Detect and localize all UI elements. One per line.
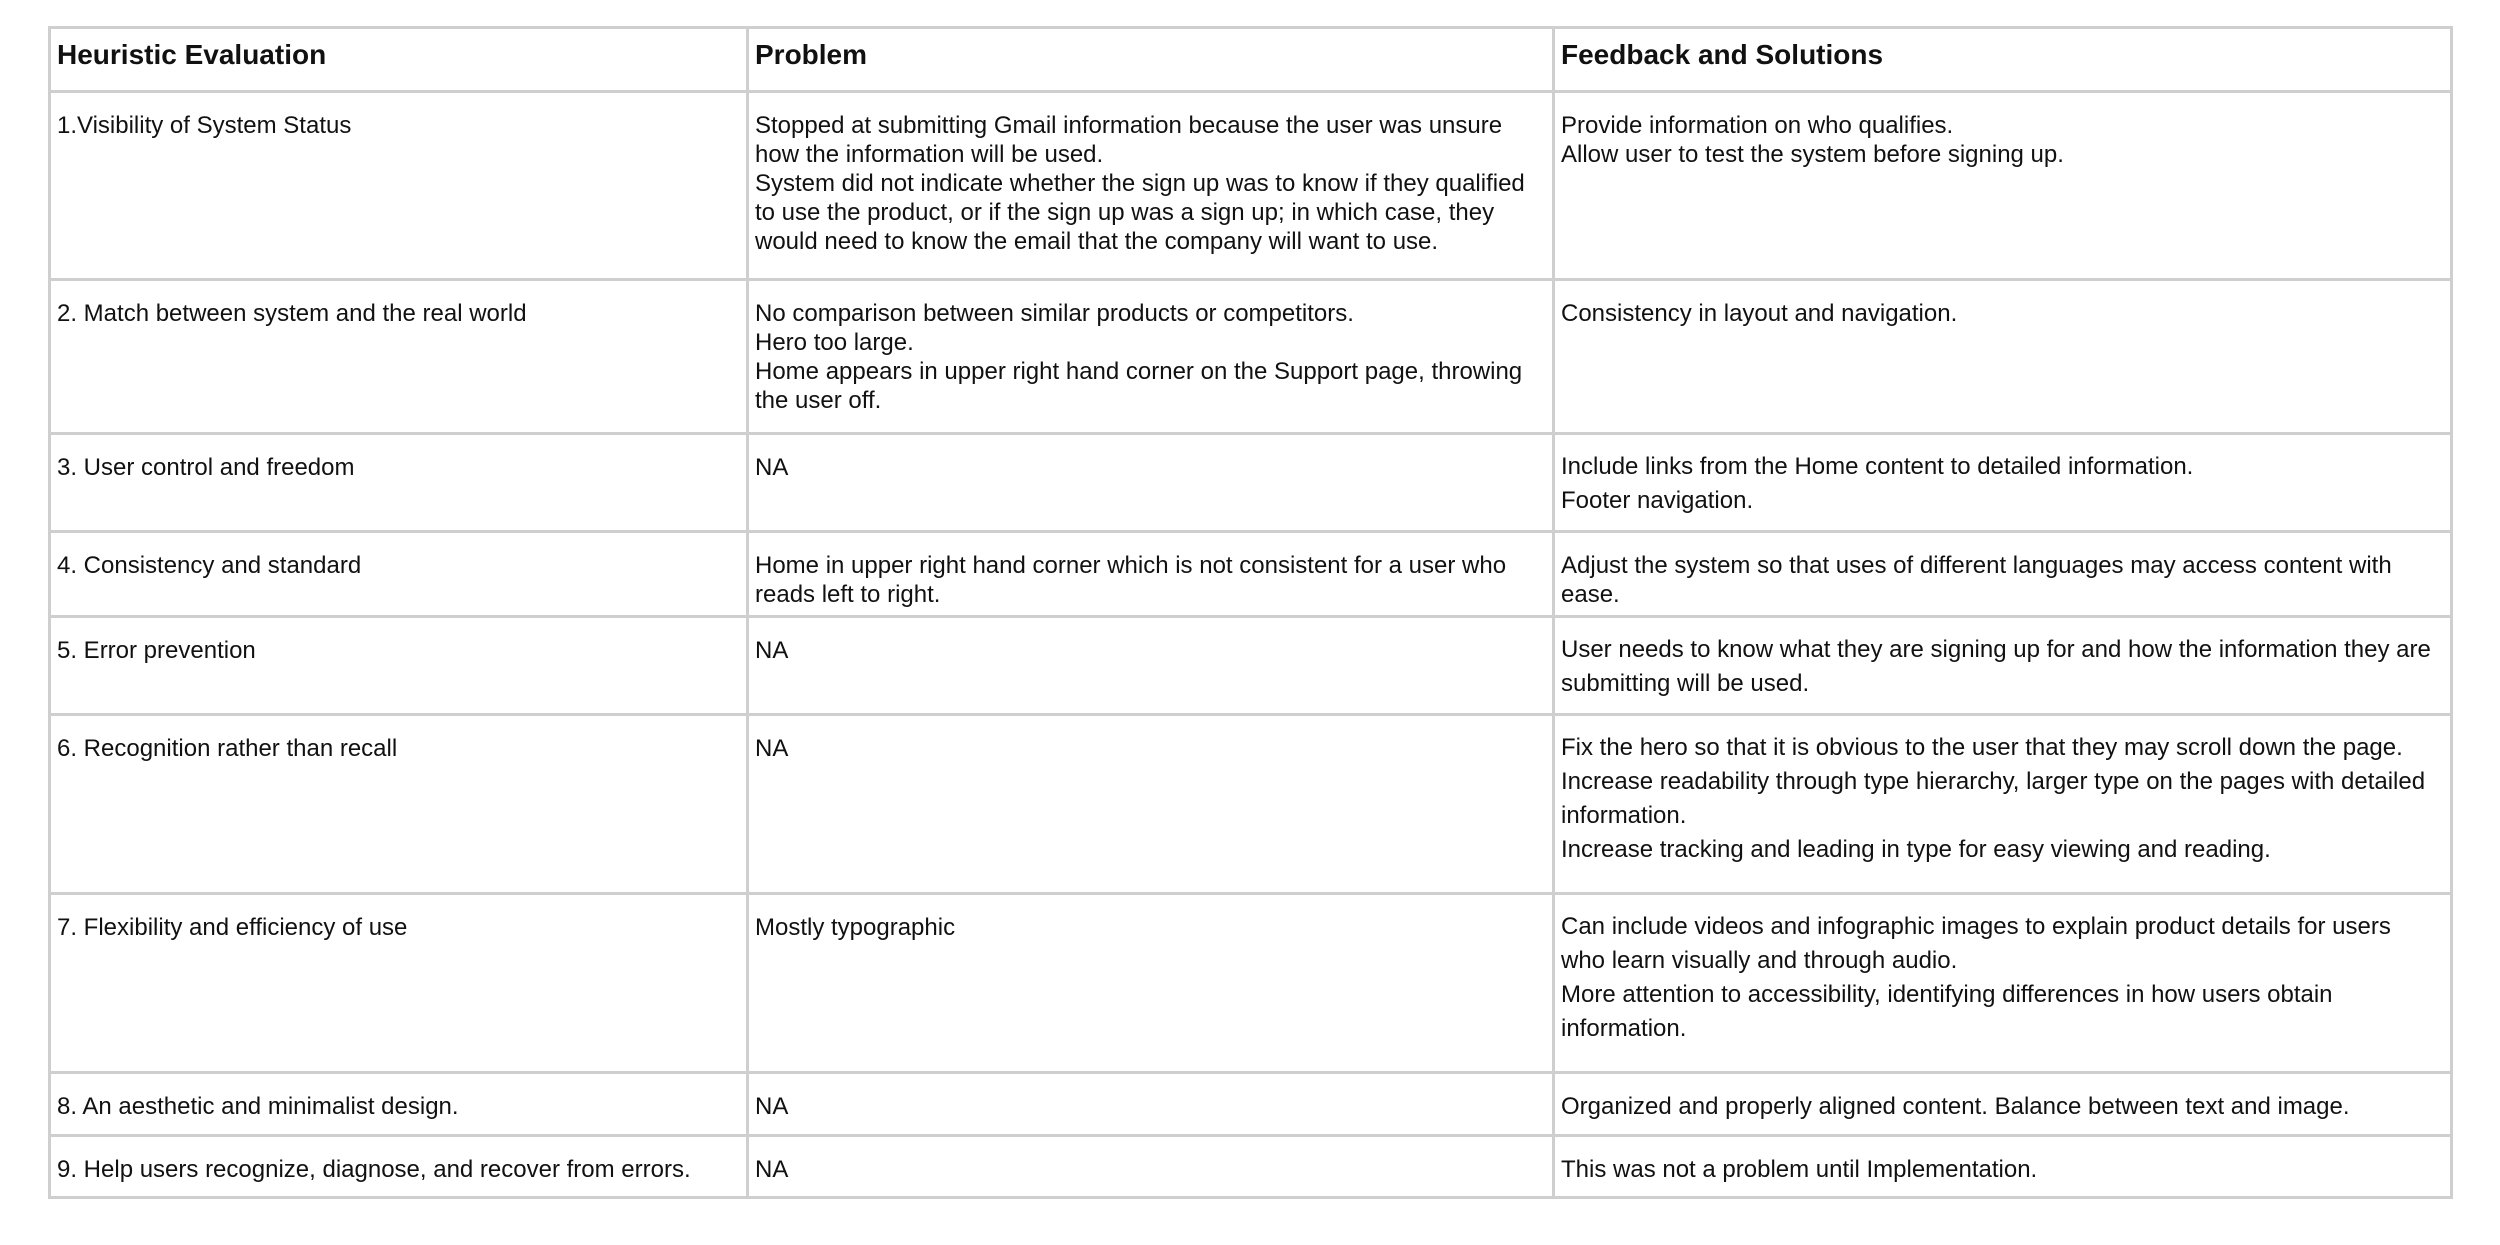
feedback-cell bbox=[1554, 434, 2452, 532]
feedback-line: Adjust the system so that uses of different languages may access content with bbox=[1561, 552, 2392, 579]
feedback-line: Consistency in layout and navigation. bbox=[1561, 300, 1958, 327]
heuristic-cell: 6. Recognition rather than recall bbox=[50, 715, 748, 894]
problem-line: how the information will be used. bbox=[755, 141, 1104, 168]
problem-line: would need to know the email that the company will want to use. bbox=[755, 228, 1439, 255]
feedback-line: Include links from the Home content to detailed information. bbox=[1561, 453, 2194, 480]
feedback-line: who learn visually and through audio. bbox=[1561, 947, 1958, 974]
feedback-cell bbox=[1554, 894, 2452, 1073]
feedback-line: Organized and properly aligned content. Balance between text and image. bbox=[1561, 1093, 2350, 1120]
table-row bbox=[50, 715, 2452, 894]
heuristic-evaluation-table bbox=[48, 26, 2453, 1199]
feedback-line: Fix the hero so that it is obvious to the user that they may scroll down the page. bbox=[1561, 734, 2403, 761]
problem-line: the user off. bbox=[755, 387, 882, 414]
problem-line: Home appears in upper right hand corner on the Support page, throwing bbox=[755, 358, 1523, 385]
feedback-line: More attention to accessibility, identifying differences in how users obtain bbox=[1561, 981, 2333, 1008]
problem-cell bbox=[748, 92, 1554, 280]
feedback-line: Increase readability through type hierarchy, larger type on the pages with detailed bbox=[1561, 768, 2426, 795]
feedback-cell bbox=[1554, 1136, 2452, 1198]
table-header-row bbox=[50, 28, 2452, 92]
problem-line: NA bbox=[755, 1156, 789, 1183]
table-row bbox=[50, 532, 2452, 617]
problem-line: NA bbox=[755, 1093, 789, 1120]
heuristic-cell: 2. Match between system and the real world bbox=[50, 280, 748, 434]
heuristic-cell: 9. Help users recognize, diagnose, and recover from errors. bbox=[50, 1136, 748, 1198]
table-row bbox=[50, 894, 2452, 1073]
problem-cell bbox=[748, 532, 1554, 617]
feedback-cell bbox=[1554, 1073, 2452, 1136]
feedback-line: User needs to know what they are signing up for and how the information they are bbox=[1561, 636, 2431, 663]
table-row bbox=[50, 1136, 2452, 1198]
problem-line: Home in upper right hand corner which is not consistent for a user who bbox=[755, 552, 1507, 579]
problem-cell bbox=[748, 1073, 1554, 1136]
header-problem: Problem bbox=[748, 28, 1554, 92]
heuristic-cell: 7. Flexibility and efficiency of use bbox=[50, 894, 748, 1073]
feedback-line: Increase tracking and leading in type for easy viewing and reading. bbox=[1561, 836, 2271, 863]
table-row bbox=[50, 280, 2452, 434]
heuristic-cell: 1.Visibility of System Status bbox=[50, 92, 748, 280]
problem-line: NA bbox=[755, 735, 789, 762]
table-row bbox=[50, 1073, 2452, 1136]
table-row bbox=[50, 92, 2452, 280]
problem-line: No comparison between similar products or competitors. bbox=[755, 300, 1354, 327]
problem-line: Mostly typographic bbox=[755, 914, 956, 941]
heuristic-cell: 4. Consistency and standard bbox=[50, 532, 748, 617]
problem-line: to use the product, or if the sign up was a sign up; in which case, they bbox=[755, 199, 1495, 226]
feedback-line: submitting will be used. bbox=[1561, 670, 1810, 697]
feedback-line: Can include videos and infographic images to explain product details for users bbox=[1561, 913, 2391, 940]
problem-line: NA bbox=[755, 637, 789, 664]
header-heuristic-evaluation: Heuristic Evaluation bbox=[50, 28, 748, 92]
heuristic-evaluation-sheet bbox=[48, 26, 2450, 1199]
problem-cell bbox=[748, 894, 1554, 1073]
table-row bbox=[50, 617, 2452, 715]
heuristic-cell: 8. An aesthetic and minimalist design. bbox=[50, 1073, 748, 1136]
heuristic-cell: 3. User control and freedom bbox=[50, 434, 748, 532]
feedback-line: ease. bbox=[1561, 581, 1620, 608]
problem-line: Hero too large. bbox=[755, 329, 914, 356]
feedback-line: Provide information on who qualifies. bbox=[1561, 112, 1954, 139]
feedback-cell bbox=[1554, 617, 2452, 715]
problem-cell bbox=[748, 1136, 1554, 1198]
table-row bbox=[50, 434, 2452, 532]
feedback-line: This was not a problem until Implementation. bbox=[1561, 1156, 2038, 1183]
feedback-cell bbox=[1554, 715, 2452, 894]
feedback-line: Allow user to test the system before signing up. bbox=[1561, 141, 2064, 168]
feedback-cell bbox=[1554, 280, 2452, 434]
problem-line: reads left to right. bbox=[755, 581, 941, 608]
problem-cell bbox=[748, 617, 1554, 715]
feedback-line: Footer navigation. bbox=[1561, 487, 1754, 514]
header-feedback-and-solutions: Feedback and Solutions bbox=[1554, 28, 2452, 92]
problem-line: NA bbox=[755, 454, 789, 481]
feedback-cell bbox=[1554, 532, 2452, 617]
feedback-line: information. bbox=[1561, 1015, 1687, 1042]
feedback-line: information. bbox=[1561, 802, 1687, 829]
heuristic-cell: 5. Error prevention bbox=[50, 617, 748, 715]
feedback-cell bbox=[1554, 92, 2452, 280]
problem-cell bbox=[748, 715, 1554, 894]
problem-cell bbox=[748, 434, 1554, 532]
problem-line: System did not indicate whether the sign up was to know if they qualified bbox=[755, 170, 1525, 197]
problem-cell bbox=[748, 280, 1554, 434]
problem-line: Stopped at submitting Gmail information because the user was unsure bbox=[755, 112, 1503, 139]
